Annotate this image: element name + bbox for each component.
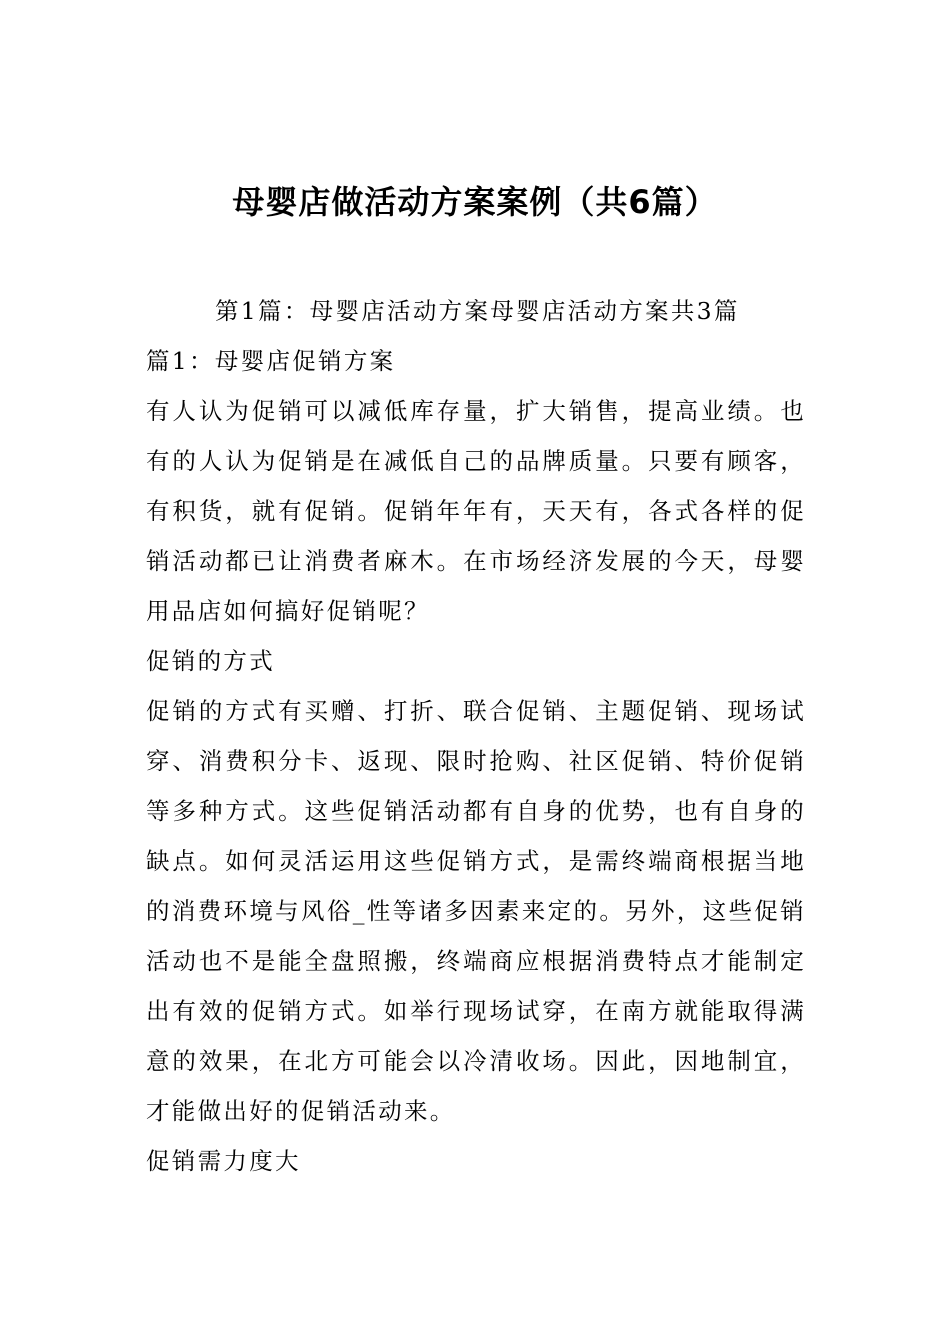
chapter-heading: 第1篇：母婴店活动方案母婴店活动方案共3篇	[215, 297, 740, 325]
document-title: 母婴店做活动方案案例（共6篇）	[232, 183, 718, 222]
intro-paragraph: 有人认为促销可以减低库存量，扩大销售，提高业绩。也有的人认为促销是在减低自己的品牌质量。只要有顾客，有积货，就有促销。促销年年有，天天有，各式各样的促销活动都已让消费者麻木。在市场经济发展的今天，母婴用品店如何搞好促销呢？	[146, 397, 806, 625]
subheading-promotion-intensity: 促销需力度大	[146, 1147, 301, 1175]
subheading-promotion-methods: 促销的方式	[146, 647, 275, 675]
methods-paragraph: 促销的方式有买赠、打折、联合促销、主题促销、现场试穿、消费积分卡、返现、限时抢购、社区促销、特价促销等多种方式。这些促销活动都有自身的优势，也有自身的缺点。如何灵活运用这些促销方式，是需终端商根据当地的消费环境与风俗_性等诸多因素来定的。另外，这些促销活动也不是能全盘照搬，终端商应根据消费特点才能制定出有效的促销方式。如举行现场试穿，在南方就能取得满意的效果，在北方可能会以冷清收场。因此，因地制宜，才能做出好的促销活动来。	[146, 697, 806, 1125]
section-heading: 篇1：母婴店促销方案	[146, 347, 396, 375]
document-body	[146, 286, 806, 1186]
